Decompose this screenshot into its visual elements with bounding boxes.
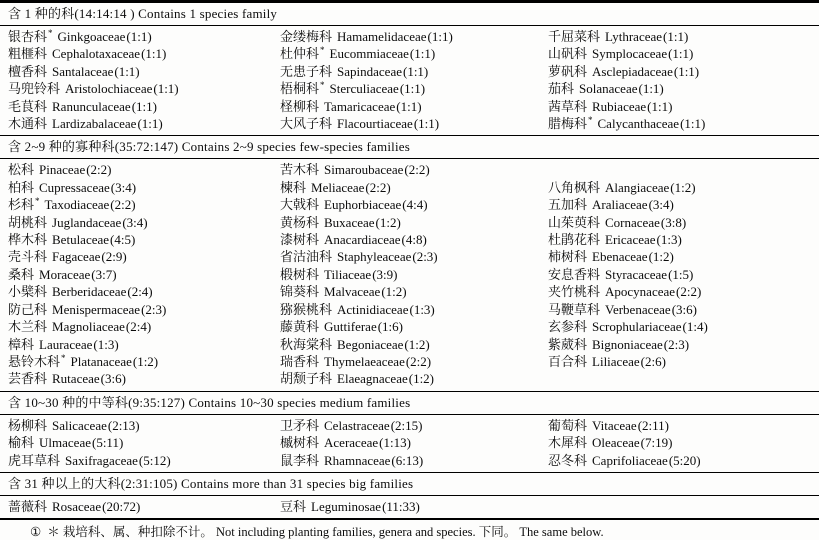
family-name-latin: Saxifragaceae (65, 452, 138, 468)
genus-species-count: (11:33) (382, 498, 420, 514)
family-name-latin: Taxodiaceae (44, 197, 110, 213)
family-name-latin: Ebenaceae (592, 249, 648, 265)
family-name-latin: Styracaceae (605, 266, 668, 282)
family-entry (280, 231, 548, 248)
genus-species-count: (1:1) (409, 46, 436, 62)
family-name-cn: 樟科 (8, 336, 35, 352)
genus-species-count: (2:4) (127, 284, 153, 300)
family-name-cn: 豆科 (280, 498, 307, 514)
family-name-latin: Actinidiaceae (337, 301, 409, 317)
family-name-cn: 毛茛科 (8, 98, 48, 114)
family-name-cn: 五加科 (548, 197, 588, 213)
family-name-latin: Euphorbiaceae (324, 197, 402, 213)
family-entry (548, 98, 819, 115)
family-entry (548, 283, 819, 300)
section-header: 含 31 种以上的大科(2:31:105) Contains more than 31 species big families (0, 472, 819, 496)
genus-species-count: (2:15) (390, 417, 423, 433)
genus-species-count: (1:1) (638, 81, 664, 97)
family-name-cn: 芸香科 (8, 371, 48, 387)
genus-species-count: (4:5) (110, 232, 136, 248)
family-entry (280, 318, 548, 335)
genus-species-count: (1:1) (647, 98, 673, 114)
family-entry (8, 80, 280, 97)
section-rows (0, 26, 819, 135)
family-name-latin: Hamamelidaceae (337, 29, 427, 44)
genus-species-count: (4:4) (402, 197, 428, 213)
family-entry (8, 179, 280, 196)
family-name-latin: Rutaceae (52, 371, 100, 387)
family-name-latin: Malvaceae (324, 284, 381, 300)
family-entry (8, 98, 280, 115)
family-entry (548, 248, 819, 265)
family-name-latin: Simaroubaceae (324, 162, 404, 178)
family-name-latin: Menispermaceae (52, 301, 141, 317)
family-entry (548, 45, 819, 62)
family-name-latin: Moraceae (39, 266, 91, 282)
genus-species-count: (2:4) (125, 319, 152, 335)
family-entry (8, 283, 280, 300)
genus-species-count: (1:1) (399, 81, 426, 97)
genus-species-count: (1:1) (126, 29, 152, 44)
family-name-cn: 檀香科 (8, 63, 48, 79)
family-name-latin: Apocynaceae (605, 284, 676, 300)
family-name-cn: 椴树科 (280, 266, 320, 282)
section-header: 含 1 种的科(14:14:14 ) Contains 1 species family (0, 0, 819, 26)
family-name-latin: Bignoniaceae (592, 336, 663, 352)
family-entry (8, 231, 280, 248)
family-name-cn: 虎耳草科 (8, 452, 61, 468)
genus-species-count: (1:1) (396, 98, 422, 114)
family-entry (8, 434, 280, 451)
family-entry (280, 63, 548, 80)
family-name-latin: Cornaceae (605, 214, 660, 230)
family-name-cn: 锦葵科 (280, 284, 320, 300)
genus-species-count: (1:3) (93, 336, 119, 352)
genus-species-count: (1:2) (375, 214, 401, 230)
family-name-cn: 安息香料 (548, 266, 601, 282)
family-name-cn: 紫葳科 (548, 336, 588, 352)
section-rows (0, 415, 819, 472)
family-entry (280, 498, 548, 515)
family-entry (280, 370, 548, 387)
family-entry (8, 196, 280, 213)
family-name-latin: Guttiferae (324, 319, 377, 335)
empty-cell (548, 498, 819, 515)
family-entry (8, 115, 280, 132)
family-entry (280, 266, 548, 283)
genus-species-count: (1:2) (670, 179, 696, 195)
cultivated-asterisk: * (320, 79, 325, 90)
genus-species-count: (1:1) (673, 63, 700, 79)
genus-species-count: (1:1) (680, 116, 706, 132)
genus-species-count: (1:1) (114, 63, 140, 79)
family-name-cn: 木兰科 (8, 319, 48, 335)
family-name-latin: Salicaceae (52, 417, 107, 433)
family-name-latin: Sapindaceae (337, 63, 402, 79)
family-name-latin: Tamaricaceae (324, 98, 396, 114)
genus-species-count: (2:11) (637, 417, 669, 433)
genus-species-count: (2:13) (107, 417, 140, 433)
family-name-latin: Alangiaceae (605, 179, 670, 195)
family-name-latin: Anacardiaceae (324, 232, 401, 248)
family-name-cn: 玄参科 (548, 319, 588, 335)
genus-species-count: (7:19) (640, 435, 673, 451)
family-name-cn: 杨柳科 (8, 417, 48, 433)
family-entry (548, 28, 819, 45)
genus-species-count: (1:2) (132, 353, 159, 369)
family-name-cn: 夹竹桃科 (548, 284, 601, 300)
family-entry (548, 336, 819, 353)
genus-species-count: (2:6) (640, 353, 666, 369)
family-name-latin: Caprifoliaceae (592, 452, 668, 468)
family-name-latin: Ericaceae (605, 232, 656, 248)
genus-species-count: (5:20) (668, 452, 701, 468)
section-rows (0, 496, 819, 518)
family-name-latin: Flacourtiaceae (337, 116, 413, 132)
family-name-cn: 金缕梅科 (280, 29, 333, 44)
family-name-cn: 防己科 (8, 301, 48, 317)
family-name-cn: 杜鹃花科 (548, 232, 601, 248)
family-name-cn: 无患子科 (280, 63, 333, 79)
genus-species-count: (2:9) (101, 249, 127, 265)
genus-species-count: (1:1) (668, 46, 694, 62)
genus-species-count: (3:6) (671, 301, 697, 317)
genus-species-count: (3:4) (648, 197, 674, 213)
family-name-cn: 马兜铃科 (8, 81, 61, 97)
family-name-latin: Aceraceae (324, 435, 379, 451)
genus-species-count: (1:1) (131, 98, 157, 114)
genus-species-count: (2:3) (663, 336, 690, 352)
genus-species-count: (6:13) (391, 452, 424, 468)
genus-species-count: (1:2) (381, 284, 407, 300)
family-name-latin: Buxaceae (324, 214, 375, 230)
cultivated-asterisk: * (320, 45, 325, 56)
family-name-cn: 山矾科 (548, 46, 588, 62)
family-name-latin: Eucommiaceae (329, 46, 409, 62)
family-name-latin: Pinaceae (39, 162, 86, 178)
family-entry (280, 417, 548, 434)
family-name-latin: Araliaceae (592, 197, 648, 213)
family-name-latin: Ranunculaceae (52, 98, 131, 114)
genus-species-count: (1:1) (141, 46, 167, 62)
family-entry (280, 248, 548, 265)
family-name-cn: 杜仲科 (280, 46, 320, 62)
family-entry (8, 417, 280, 434)
family-name-cn: 小檗科 (8, 284, 48, 300)
family-name-latin: Sterculiaceae (329, 81, 399, 97)
family-entry (548, 231, 819, 248)
family-entry (8, 370, 280, 387)
family-name-cn: 槭树科 (280, 435, 320, 451)
family-name-latin: Cupressaceae (39, 179, 110, 195)
family-entry (8, 452, 280, 469)
family-name-cn: 茄科 (548, 81, 575, 97)
family-entry (548, 318, 819, 335)
family-entry (8, 248, 280, 265)
family-name-latin: Liliaceae (592, 353, 640, 369)
family-name-latin: Vitaceae (592, 417, 637, 433)
genus-species-count: (2:2) (405, 353, 432, 369)
genus-species-count: (5:11) (91, 435, 124, 451)
footnote-marker: ① (30, 525, 42, 540)
genus-species-count: (1:1) (427, 29, 453, 44)
family-name-cn: 胡桃科 (8, 214, 48, 230)
genus-species-count: (2:2) (676, 284, 702, 300)
genus-species-count: (2:3) (412, 249, 438, 265)
family-entry (8, 266, 280, 283)
cultivated-asterisk: * (35, 195, 40, 206)
genus-species-count: (2:2) (404, 162, 430, 178)
family-name-latin: Santalaceae (52, 63, 114, 79)
family-name-cn: 松科 (8, 162, 35, 178)
family-entry (280, 45, 548, 62)
family-name-latin: Ginkgoaceae (57, 29, 126, 44)
cultivated-asterisk: * (61, 352, 66, 363)
family-entry (548, 63, 819, 80)
family-name-latin: Scrophulariaceae (592, 319, 682, 335)
family-name-cn: 杉科 (8, 197, 35, 213)
family-name-cn: 木犀科 (548, 435, 588, 451)
family-name-cn: 木通科 (8, 116, 48, 132)
family-entry (548, 115, 819, 132)
family-name-latin: Lauraceae (39, 336, 93, 352)
genus-species-count: (1:4) (682, 319, 708, 335)
family-entry (8, 28, 280, 45)
family-name-cn: 千屈菜科 (548, 29, 601, 44)
family-name-latin: Magnoliaceae (52, 319, 125, 335)
section-header: 含 10~30 种的中等科(9:35:127) Contains 10~30 species medium families (0, 391, 819, 415)
genus-species-count: (20:72) (102, 498, 141, 514)
family-entry (548, 301, 819, 318)
family-name-latin: Rhamnaceae (324, 452, 391, 468)
family-name-cn: 葡萄科 (548, 417, 588, 433)
family-name-cn: 苦木科 (280, 162, 320, 178)
family-name-cn: 大戟科 (280, 197, 320, 213)
family-entry (548, 452, 819, 469)
family-entry (548, 434, 819, 451)
family-name-cn: 百合科 (548, 353, 588, 369)
family-name-cn: 山茱萸科 (548, 214, 601, 230)
family-name-cn: 桑科 (8, 266, 35, 282)
genus-species-count: (5:12) (138, 452, 171, 468)
family-name-latin: Calycanthaceae (597, 116, 680, 132)
family-name-latin: Cephalotaxaceae (52, 46, 141, 62)
family-entry (280, 336, 548, 353)
table-footnote (0, 520, 819, 540)
family-entry (280, 80, 548, 97)
family-name-cn: 忍冬科 (548, 452, 588, 468)
footnote-text: ＊ 栽培科、属、种扣除不计。 Not including planting families, genera and species. 下同。 The same below. (47, 525, 604, 540)
family-name-cn: 八角枫科 (548, 179, 601, 195)
family-name-cn: 瑞香科 (280, 353, 320, 369)
family-name-cn: 柿树科 (548, 249, 588, 265)
cultivated-asterisk: * (588, 114, 593, 125)
family-name-latin: Staphyleaceae (337, 249, 412, 265)
family-name-cn: 腊梅科 (548, 116, 588, 132)
family-name-latin: Leguminosae (311, 498, 382, 514)
genus-species-count: (1:2) (408, 371, 435, 387)
family-entry (8, 318, 280, 335)
family-entry (548, 179, 819, 196)
family-entry (280, 161, 548, 178)
family-name-latin: Ulmaceae (39, 435, 91, 451)
family-name-cn: 省沽油科 (280, 249, 333, 265)
genus-species-count: (4:8) (401, 232, 427, 248)
genus-species-count: (1:3) (656, 232, 682, 248)
genus-species-count: (1:1) (663, 29, 689, 44)
family-entry (548, 353, 819, 370)
genus-species-count: (1:3) (409, 301, 435, 317)
family-name-latin: Celastraceae (324, 417, 390, 433)
genus-species-count: (3:4) (122, 214, 148, 230)
genus-species-count: (1:1) (413, 116, 440, 132)
family-entry (280, 28, 548, 45)
genus-species-count: (3:6) (100, 371, 126, 387)
family-name-cn: 藤黄科 (280, 319, 320, 335)
family-entry (548, 266, 819, 283)
family-name-latin: Verbenaceae (605, 301, 671, 317)
family-name-cn: 榆科 (8, 435, 35, 451)
family-name-latin: Lardizabalaceae (52, 116, 137, 132)
family-name-cn: 茜草科 (548, 98, 588, 114)
genus-species-count: (3:8) (660, 214, 687, 230)
genus-species-count: (3:9) (372, 266, 398, 282)
family-entry (280, 214, 548, 231)
family-name-cn: 梧桐科 (280, 81, 320, 97)
family-name-cn: 秋海棠科 (280, 336, 333, 352)
family-name-latin: Oleaceae (592, 435, 640, 451)
family-name-cn: 胡颓子科 (280, 371, 333, 387)
genus-species-count: (1:2) (404, 336, 430, 352)
genus-species-count: (3:4) (110, 179, 137, 195)
family-name-cn: 柽柳科 (280, 98, 320, 114)
family-name-cn: 大风子科 (280, 116, 333, 132)
family-name-latin: Solanaceae (579, 81, 638, 97)
family-name-cn: 悬铃木科 (8, 353, 61, 369)
family-name-cn: 卫矛科 (280, 417, 320, 433)
genus-species-count: (2:3) (141, 301, 167, 317)
family-name-latin: Fagaceae (52, 249, 101, 265)
family-name-latin: Rosaceae (52, 498, 102, 514)
family-name-cn: 黄杨科 (280, 214, 320, 230)
family-entry (280, 115, 548, 132)
genus-species-count: (1:13) (379, 435, 411, 451)
genus-species-count: (1:1) (402, 63, 429, 79)
genus-species-count: (1:1) (153, 81, 179, 97)
family-entry (280, 301, 548, 318)
family-entry (8, 498, 280, 515)
family-name-latin: Symplocaceae (592, 46, 668, 62)
family-entry (280, 98, 548, 115)
cultivated-asterisk: * (48, 27, 53, 38)
family-entry (8, 301, 280, 318)
family-name-cn: 银杏科 (8, 29, 48, 44)
family-entry (8, 63, 280, 80)
family-entry (548, 417, 819, 434)
family-entry (8, 45, 280, 62)
family-entry (280, 452, 548, 469)
genus-species-count: (1:2) (648, 249, 674, 265)
family-name-latin: Meliaceae (311, 179, 365, 195)
family-entry (8, 336, 280, 353)
family-name-latin: Asclepiadaceae (592, 63, 673, 79)
genus-species-count: (1:5) (668, 266, 694, 282)
family-entry (280, 434, 548, 451)
genus-species-count: (1:6) (377, 319, 403, 335)
genus-species-count: (2:2) (86, 162, 112, 178)
family-name-latin: Tiliaceae (324, 266, 372, 282)
family-name-latin: Rubiaceae (592, 98, 647, 114)
family-name-latin: Juglandaceae (52, 214, 122, 230)
family-entry (548, 196, 819, 213)
family-entry (548, 80, 819, 97)
family-name-cn: 马鞭草科 (548, 301, 601, 317)
genus-species-count: (3:7) (91, 266, 117, 282)
family-name-latin: Lythraceae (605, 29, 663, 44)
section-header: 含 2~9 种的寡种科(35:72:147) Contains 2~9 species few-species families (0, 135, 819, 159)
family-entry (280, 353, 548, 370)
family-name-latin: Begoniaceae (337, 336, 404, 352)
family-entry (280, 283, 548, 300)
section-rows (0, 159, 819, 390)
family-name-cn: 漆树科 (280, 232, 320, 248)
family-name-cn: 鼠李科 (280, 452, 320, 468)
family-name-cn: 桦木科 (8, 232, 48, 248)
empty-cell (548, 161, 819, 178)
genus-species-count: (2:2) (110, 197, 136, 213)
family-name-latin: Platanaceae (70, 353, 132, 369)
family-name-cn: 萝矾科 (548, 63, 588, 79)
family-entry (280, 179, 548, 196)
family-entry (8, 161, 280, 178)
empty-cell (548, 370, 819, 387)
genus-species-count: (1:1) (137, 116, 163, 132)
genus-species-count: (2:2) (365, 179, 391, 195)
family-name-latin: Elaeagnaceae (337, 371, 408, 387)
family-entry (280, 196, 548, 213)
family-name-cn: 壳斗科 (8, 249, 48, 265)
family-entry (548, 214, 819, 231)
family-name-cn: 猕猴桃科 (280, 301, 333, 317)
family-name-latin: Betulaceae (52, 232, 110, 248)
family-name-cn: 粗榧科 (8, 46, 48, 62)
family-name-latin: Berberidaceae (52, 284, 127, 300)
family-name-cn: 蔷薇科 (8, 498, 48, 514)
family-name-latin: Aristolochiaceae (65, 81, 153, 97)
family-entry (8, 353, 280, 370)
family-name-cn: 柏科 (8, 179, 35, 195)
family-name-latin: Thymelaeaceae (324, 353, 405, 369)
family-name-cn: 楝科 (280, 179, 307, 195)
family-entry (8, 214, 280, 231)
